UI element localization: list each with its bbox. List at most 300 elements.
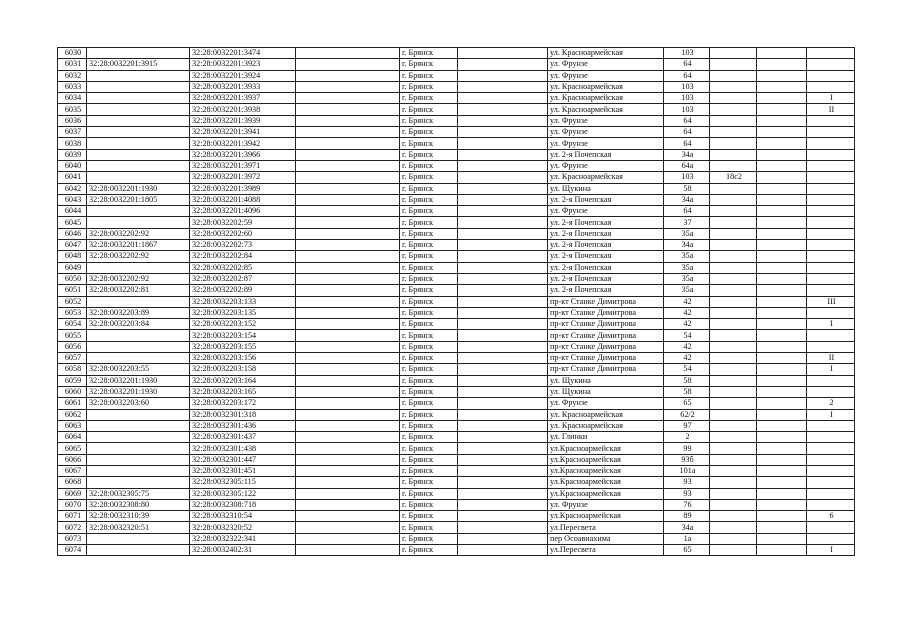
building-suffix-cell <box>710 48 757 59</box>
row-number-cell: 6034 <box>58 93 87 104</box>
unit-mark-cell: 6 <box>807 511 855 522</box>
building-number-cell: 2 <box>664 432 710 443</box>
cadastral-number-cell: 32:28:0032320:52 <box>190 522 296 533</box>
cadastral-number-cell: 32:28:0032203:164 <box>190 375 296 386</box>
row-number-cell: 6046 <box>58 228 87 239</box>
city-cell: г. Брянск <box>400 149 458 160</box>
table-row <box>58 364 855 375</box>
unit-mark-cell <box>807 285 855 296</box>
blank-col-cell <box>296 138 400 149</box>
row-number-cell: 6070 <box>58 499 87 510</box>
street-cell: ул. Фрунзе <box>548 127 664 138</box>
blank-col-2-cell <box>458 273 548 284</box>
blank-col-cell <box>296 465 400 476</box>
building-number-cell: 103 <box>664 93 710 104</box>
table-row <box>58 149 855 160</box>
row-number-cell: 6042 <box>58 183 87 194</box>
building-suffix-cell <box>710 499 757 510</box>
blank-col-cell <box>296 533 400 544</box>
building-number-cell: 101а <box>664 465 710 476</box>
unit-mark-cell: I <box>807 409 855 420</box>
unit-mark-cell <box>807 149 855 160</box>
building-number-cell: 35а <box>664 228 710 239</box>
building-number-cell: 35а <box>664 273 710 284</box>
table-row <box>58 194 855 205</box>
row-number-cell: 6063 <box>58 420 87 431</box>
building-suffix-cell <box>710 533 757 544</box>
table-row <box>58 93 855 104</box>
building-number-cell: 34а <box>664 240 710 251</box>
parent-cadastral-number-cell <box>87 93 190 104</box>
cadastral-number-cell: 32:28:0032301:438 <box>190 443 296 454</box>
unit-mark-cell: I <box>807 93 855 104</box>
city-cell: г. Брянск <box>400 172 458 183</box>
blank-col-3-cell <box>757 511 807 522</box>
building-suffix-cell <box>710 353 757 364</box>
building-number-cell: 64 <box>664 127 710 138</box>
street-cell: ул. Фрунзе <box>548 138 664 149</box>
parent-cadastral-number-cell <box>87 443 190 454</box>
street-cell: пер Осоавиахима <box>548 533 664 544</box>
city-cell: г. Брянск <box>400 273 458 284</box>
blank-col-cell <box>296 488 400 499</box>
building-suffix-cell: 18с2 <box>710 172 757 183</box>
blank-col-2-cell <box>458 409 548 420</box>
street-cell: ул. Фрунзе <box>548 59 664 70</box>
blank-col-cell <box>296 127 400 138</box>
unit-mark-cell <box>807 330 855 341</box>
unit-mark-cell <box>807 138 855 149</box>
table-row <box>58 545 855 556</box>
row-number-cell: 6057 <box>58 353 87 364</box>
parent-cadastral-number-cell <box>87 70 190 81</box>
cadastral-number-cell: 32:28:0032201:4096 <box>190 206 296 217</box>
city-cell: г. Брянск <box>400 138 458 149</box>
city-cell: г. Брянск <box>400 251 458 262</box>
table-row <box>58 217 855 228</box>
blank-col-2-cell <box>458 499 548 510</box>
unit-mark-cell <box>807 183 855 194</box>
blank-col-2-cell <box>458 251 548 262</box>
blank-col-cell <box>296 330 400 341</box>
row-number-cell: 6069 <box>58 488 87 499</box>
city-cell: г. Брянск <box>400 194 458 205</box>
blank-col-3-cell <box>757 115 807 126</box>
building-number-cell: 1а <box>664 533 710 544</box>
table-row <box>58 70 855 81</box>
building-number-cell: 64 <box>664 115 710 126</box>
blank-col-3-cell <box>757 386 807 397</box>
street-cell: ул. Фрунзе <box>548 160 664 171</box>
blank-col-3-cell <box>757 240 807 251</box>
blank-col-3-cell <box>757 545 807 556</box>
blank-col-3-cell <box>757 420 807 431</box>
parent-cadastral-number-cell: 32:28:0032202:81 <box>87 285 190 296</box>
blank-col-cell <box>296 499 400 510</box>
table-row <box>58 454 855 465</box>
blank-col-cell <box>296 104 400 115</box>
row-number-cell: 6045 <box>58 217 87 228</box>
unit-mark-cell <box>807 477 855 488</box>
blank-col-2-cell <box>458 149 548 160</box>
cadastral-number-cell: 32:28:0032201:3923 <box>190 59 296 70</box>
blank-col-3-cell <box>757 70 807 81</box>
city-cell: г. Брянск <box>400 477 458 488</box>
parent-cadastral-number-cell <box>87 48 190 59</box>
parent-cadastral-number-cell <box>87 172 190 183</box>
blank-col-2-cell <box>458 511 548 522</box>
cadastral-number-cell: 32:28:0032301:451 <box>190 465 296 476</box>
building-suffix-cell <box>710 443 757 454</box>
unit-mark-cell <box>807 240 855 251</box>
parent-cadastral-number-cell <box>87 296 190 307</box>
table-row <box>58 273 855 284</box>
cadastral-number-cell: 32:28:0032301:436 <box>190 420 296 431</box>
blank-col-2-cell <box>458 228 548 239</box>
building-suffix-cell <box>710 273 757 284</box>
building-suffix-cell <box>710 81 757 92</box>
city-cell: г. Брянск <box>400 115 458 126</box>
blank-col-2-cell <box>458 59 548 70</box>
blank-col-3-cell <box>757 398 807 409</box>
building-suffix-cell <box>710 375 757 386</box>
street-cell: ул. 2-я Почепская <box>548 273 664 284</box>
street-cell: ул.Пересвета <box>548 545 664 556</box>
row-number-cell: 6038 <box>58 138 87 149</box>
table-row <box>58 499 855 510</box>
parent-cadastral-number-cell <box>87 409 190 420</box>
blank-col-2-cell <box>458 296 548 307</box>
blank-col-2-cell <box>458 172 548 183</box>
building-suffix-cell <box>710 398 757 409</box>
unit-mark-cell <box>807 386 855 397</box>
blank-col-2-cell <box>458 194 548 205</box>
blank-col-3-cell <box>757 375 807 386</box>
blank-col-3-cell <box>757 341 807 352</box>
city-cell: г. Брянск <box>400 48 458 59</box>
blank-col-2-cell <box>458 386 548 397</box>
table-row <box>58 432 855 443</box>
parent-cadastral-number-cell: 32:28:0032310:39 <box>87 511 190 522</box>
street-cell: ул. Фрунзе <box>548 70 664 81</box>
unit-mark-cell <box>807 341 855 352</box>
city-cell: г. Брянск <box>400 443 458 454</box>
building-suffix-cell <box>710 465 757 476</box>
parent-cadastral-number-cell: 32:28:0032201:3915 <box>87 59 190 70</box>
cadastral-number-cell: 32:28:0032201:3938 <box>190 104 296 115</box>
city-cell: г. Брянск <box>400 341 458 352</box>
blank-col-cell <box>296 307 400 318</box>
blank-col-3-cell <box>757 319 807 330</box>
building-suffix-cell <box>710 240 757 251</box>
unit-mark-cell <box>807 48 855 59</box>
street-cell: ул. Фрунзе <box>548 206 664 217</box>
blank-col-cell <box>296 409 400 420</box>
building-suffix-cell <box>710 59 757 70</box>
parent-cadastral-number-cell <box>87 454 190 465</box>
table-row <box>58 443 855 454</box>
parent-cadastral-number-cell <box>87 477 190 488</box>
blank-col-cell <box>296 522 400 533</box>
cadastral-number-cell: 32:28:0032202:73 <box>190 240 296 251</box>
city-cell: г. Брянск <box>400 533 458 544</box>
row-number-cell: 6068 <box>58 477 87 488</box>
blank-col-cell <box>296 206 400 217</box>
street-cell: пр-кт Станке Димитрова <box>548 330 664 341</box>
row-number-cell: 6040 <box>58 160 87 171</box>
unit-mark-cell <box>807 251 855 262</box>
blank-col-cell <box>296 70 400 81</box>
building-number-cell: 97 <box>664 420 710 431</box>
city-cell: г. Брянск <box>400 420 458 431</box>
parent-cadastral-number-cell: 32:28:0032202:92 <box>87 273 190 284</box>
table-row <box>58 477 855 488</box>
blank-col-3-cell <box>757 172 807 183</box>
cadastral-number-cell: 32:28:0032201:3941 <box>190 127 296 138</box>
parent-cadastral-number-cell <box>87 533 190 544</box>
blank-col-cell <box>296 183 400 194</box>
city-cell: г. Брянск <box>400 386 458 397</box>
building-suffix-cell <box>710 70 757 81</box>
table-row <box>58 160 855 171</box>
building-suffix-cell <box>710 296 757 307</box>
row-number-cell: 6059 <box>58 375 87 386</box>
row-number-cell: 6031 <box>58 59 87 70</box>
blank-col-2-cell <box>458 477 548 488</box>
city-cell: г. Брянск <box>400 545 458 556</box>
city-cell: г. Брянск <box>400 228 458 239</box>
city-cell: г. Брянск <box>400 240 458 251</box>
parent-cadastral-number-cell: 32:28:0032202:92 <box>87 228 190 239</box>
cadastral-number-cell: 32:28:0032301:318 <box>190 409 296 420</box>
street-cell: ул. 2-я Почепская <box>548 240 664 251</box>
table-row <box>58 511 855 522</box>
blank-col-2-cell <box>458 240 548 251</box>
table-row <box>58 228 855 239</box>
building-number-cell: 35а <box>664 251 710 262</box>
parent-cadastral-number-cell: 32:28:0032201:1805 <box>87 194 190 205</box>
building-number-cell: 64а <box>664 160 710 171</box>
row-number-cell: 6043 <box>58 194 87 205</box>
row-number-cell: 6062 <box>58 409 87 420</box>
blank-col-3-cell <box>757 353 807 364</box>
city-cell: г. Брянск <box>400 330 458 341</box>
blank-col-3-cell <box>757 217 807 228</box>
building-number-cell: 54 <box>664 330 710 341</box>
parent-cadastral-number-cell <box>87 115 190 126</box>
unit-mark-cell <box>807 533 855 544</box>
cadastral-number-cell: 32:28:0032201:3966 <box>190 149 296 160</box>
building-number-cell: 34а <box>664 522 710 533</box>
building-number-cell: 42 <box>664 296 710 307</box>
blank-col-cell <box>296 240 400 251</box>
building-number-cell: 99 <box>664 443 710 454</box>
table-row <box>58 319 855 330</box>
street-cell: ул. Красноармейская <box>548 409 664 420</box>
building-number-cell: 42 <box>664 307 710 318</box>
unit-mark-cell <box>807 273 855 284</box>
blank-col-3-cell <box>757 285 807 296</box>
blank-col-3-cell <box>757 454 807 465</box>
blank-col-cell <box>296 375 400 386</box>
building-number-cell: 103 <box>664 48 710 59</box>
unit-mark-cell <box>807 307 855 318</box>
table-row <box>58 409 855 420</box>
unit-mark-cell <box>807 522 855 533</box>
table-row <box>58 262 855 273</box>
blank-col-3-cell <box>757 330 807 341</box>
building-suffix-cell <box>710 364 757 375</box>
unit-mark-cell: II <box>807 353 855 364</box>
street-cell: ул. Щукина <box>548 386 664 397</box>
table-row <box>58 183 855 194</box>
table-row <box>58 59 855 70</box>
parent-cadastral-number-cell <box>87 262 190 273</box>
street-cell: ул. Красноармейская <box>548 81 664 92</box>
row-number-cell: 6050 <box>58 273 87 284</box>
building-number-cell: 58 <box>664 375 710 386</box>
building-suffix-cell <box>710 138 757 149</box>
building-number-cell: 37 <box>664 217 710 228</box>
building-number-cell: 103 <box>664 172 710 183</box>
street-cell: пр-кт Станке Димитрова <box>548 296 664 307</box>
table-row <box>58 420 855 431</box>
building-suffix-cell <box>710 420 757 431</box>
street-cell: ул. Красноармейская <box>548 104 664 115</box>
blank-col-3-cell <box>757 149 807 160</box>
parent-cadastral-number-cell <box>87 104 190 115</box>
blank-col-cell <box>296 545 400 556</box>
building-number-cell: 35а <box>664 285 710 296</box>
building-number-cell: 34а <box>664 194 710 205</box>
row-number-cell: 6052 <box>58 296 87 307</box>
parent-cadastral-number-cell <box>87 149 190 160</box>
row-number-cell: 6037 <box>58 127 87 138</box>
blank-col-3-cell <box>757 206 807 217</box>
city-cell: г. Брянск <box>400 59 458 70</box>
street-cell: ул. Фрунзе <box>548 115 664 126</box>
blank-col-cell <box>296 172 400 183</box>
parent-cadastral-number-cell: 32:28:0032203:89 <box>87 307 190 318</box>
unit-mark-cell <box>807 262 855 273</box>
blank-col-cell <box>296 228 400 239</box>
city-cell: г. Брянск <box>400 465 458 476</box>
cadastral-number-cell: 32:28:0032203:165 <box>190 386 296 397</box>
table-row <box>58 48 855 59</box>
building-number-cell: 76 <box>664 499 710 510</box>
parent-cadastral-number-cell: 32:28:0032308:80 <box>87 499 190 510</box>
city-cell: г. Брянск <box>400 262 458 273</box>
parent-cadastral-number-cell <box>87 353 190 364</box>
building-number-cell: 64 <box>664 59 710 70</box>
city-cell: г. Брянск <box>400 398 458 409</box>
table-row <box>58 330 855 341</box>
blank-col-cell <box>296 443 400 454</box>
city-cell: г. Брянск <box>400 206 458 217</box>
blank-col-cell <box>296 477 400 488</box>
blank-col-2-cell <box>458 70 548 81</box>
table-row <box>58 341 855 352</box>
building-number-cell: 65 <box>664 398 710 409</box>
building-number-cell: 103 <box>664 104 710 115</box>
row-number-cell: 6048 <box>58 251 87 262</box>
blank-col-3-cell <box>757 104 807 115</box>
row-number-cell: 6073 <box>58 533 87 544</box>
table-row <box>58 172 855 183</box>
cadastral-number-cell: 32:28:0032301:437 <box>190 432 296 443</box>
blank-col-3-cell <box>757 93 807 104</box>
blank-col-2-cell <box>458 341 548 352</box>
street-cell: ул. 2-я Почепская <box>548 251 664 262</box>
table-row <box>58 251 855 262</box>
building-suffix-cell <box>710 307 757 318</box>
city-cell: г. Брянск <box>400 104 458 115</box>
street-cell: ул. Фрунзе <box>548 398 664 409</box>
cadastral-number-cell: 32:28:0032202:60 <box>190 228 296 239</box>
unit-mark-cell <box>807 375 855 386</box>
blank-col-3-cell <box>757 296 807 307</box>
blank-col-cell <box>296 160 400 171</box>
city-cell: г. Брянск <box>400 488 458 499</box>
building-suffix-cell <box>710 341 757 352</box>
blank-col-2-cell <box>458 432 548 443</box>
parent-cadastral-number-cell: 32:28:0032201:1930 <box>87 375 190 386</box>
blank-col-cell <box>296 93 400 104</box>
row-number-cell: 6072 <box>58 522 87 533</box>
unit-mark-cell <box>807 206 855 217</box>
unit-mark-cell <box>807 194 855 205</box>
row-number-cell: 6041 <box>58 172 87 183</box>
blank-col-2-cell <box>458 533 548 544</box>
blank-col-3-cell <box>757 228 807 239</box>
parent-cadastral-number-cell <box>87 160 190 171</box>
row-number-cell: 6039 <box>58 149 87 160</box>
parent-cadastral-number-cell: 32:28:0032320:51 <box>87 522 190 533</box>
cadastral-number-cell: 32:28:0032201:3937 <box>190 93 296 104</box>
table-row <box>58 375 855 386</box>
parent-cadastral-number-cell <box>87 420 190 431</box>
parent-cadastral-number-cell <box>87 138 190 149</box>
street-cell: ул. 2-я Почепская <box>548 262 664 273</box>
blank-col-cell <box>296 115 400 126</box>
blank-col-2-cell <box>458 420 548 431</box>
blank-col-cell <box>296 217 400 228</box>
cadastral-number-cell: 32:28:0032203:155 <box>190 341 296 352</box>
unit-mark-cell <box>807 432 855 443</box>
blank-col-3-cell <box>757 48 807 59</box>
street-cell: пр-кт Станке Димитрова <box>548 353 664 364</box>
table-row <box>58 115 855 126</box>
cadastral-number-cell: 32:28:0032202:89 <box>190 285 296 296</box>
row-number-cell: 6030 <box>58 48 87 59</box>
building-number-cell: 93б <box>664 454 710 465</box>
row-number-cell: 6035 <box>58 104 87 115</box>
building-suffix-cell <box>710 160 757 171</box>
blank-col-2-cell <box>458 115 548 126</box>
table-row <box>58 240 855 251</box>
table-row <box>58 533 855 544</box>
unit-mark-cell <box>807 70 855 81</box>
building-suffix-cell <box>710 319 757 330</box>
blank-col-2-cell <box>458 398 548 409</box>
building-suffix-cell <box>710 217 757 228</box>
street-cell: ул. Красноармейская <box>548 420 664 431</box>
street-cell: ул. Красноармейская <box>548 48 664 59</box>
blank-col-3-cell <box>757 183 807 194</box>
building-number-cell: 58 <box>664 386 710 397</box>
table-row <box>58 296 855 307</box>
row-number-cell: 6032 <box>58 70 87 81</box>
